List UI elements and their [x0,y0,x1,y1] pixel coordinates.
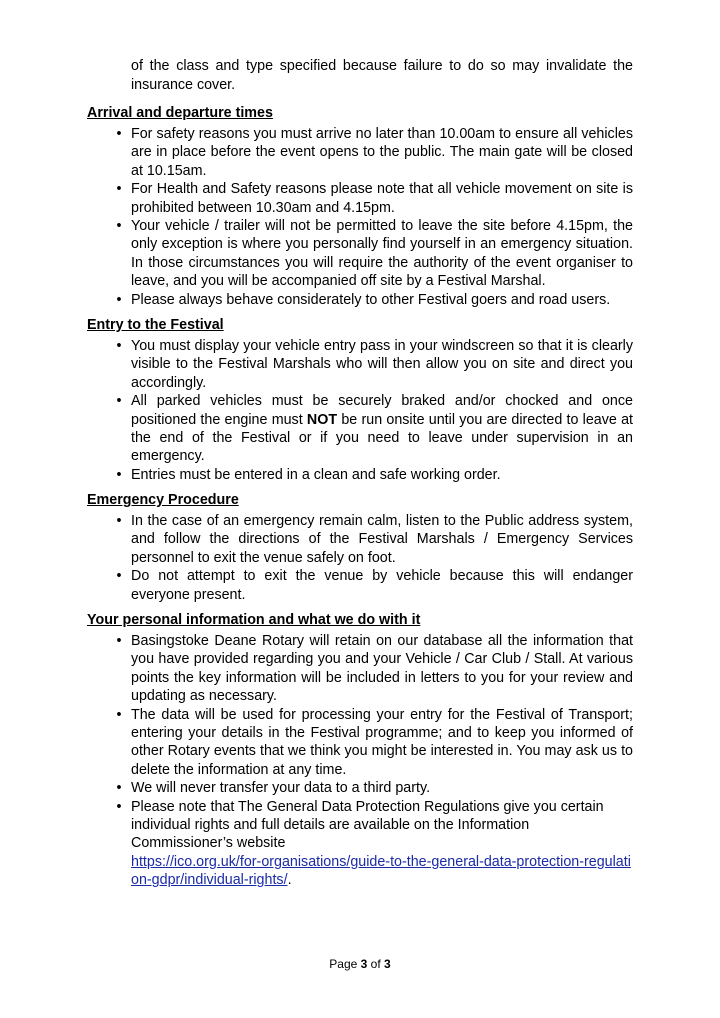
bullet-icon: • [116,218,122,235]
list-item: • Please always behave considerately to other Festival goers and road users. [87,291,633,309]
page-number: 3 [360,957,368,971]
list-item: • In the case of an emergency remain calm, listen to the Public address system, and follow the directions of the Festival Marshals / Emergency Services personnel to exit the venue safely on foot. [87,512,633,567]
list-item: • Please note that The General Data Protection Regulations give you certain individual rights and full details are available on the Information Commissioner’s website https://ico.org.uk/for-organisations/guide-to-the-general-data-protection-regulation-gdpr/individual-rights/. [87,798,633,890]
of-label: of [370,957,381,971]
bullet-icon: • [116,126,122,142]
section-heading-arrival: Arrival and departure times [87,105,273,121]
list-item: • All parked vehicles must be securely braked and/or chocked and once positioned the engine must NOT be run onsite until you are directed to leave at the end of the Festival or if you need to leave under supervision in an emergency. [87,392,633,466]
list-item: • Your vehicle / trailer will not be permitted to leave the site before 4.15pm, the only exception is where you personally find yourself in an emergency situation. In those circumstances you will require the authority of the event organiser to leave, and you will be accompanied off site by a Festival Marshal. [87,217,633,291]
list-item: • We will never transfer your data to a third party. [87,779,633,797]
bullet-icon: • [116,338,122,354]
list-item: • Do not attempt to exit the venue by vehicle because this will endanger everyone present. [87,567,633,604]
bullet-icon: • [116,780,122,797]
bullet-icon: • [116,181,122,198]
bullet-icon: • [116,633,122,649]
bullet-icon: • [116,513,122,529]
section-heading-personal-information: Your personal information and what we do with it [87,612,421,628]
list-item: • Basingstoke Deane Rotary will retain on our database all the information that you have provided regarding you and your Vehicle / Car Club / Stall. At various points the key information will be included in letters to you for your review and updating as necessary. [87,632,633,706]
bullet-list-arrival [87,125,633,309]
list-item: • For Health and Safety reasons please note that all vehicle movement on site is prohibited between 10.30am and 4.15pm. [87,180,633,217]
list-item: • Entries must be entered in a clean and safe working order. [87,466,633,484]
bullet-icon: • [116,393,122,410]
total-pages: 3 [384,957,391,971]
bullet-icon: • [116,568,122,585]
list-item: • The data will be used for processing your entry for the Festival of Transport; entering your details in the Festival programme; and to keep you informed of other Rotary events that we think you might be interested in. You may ask us to delete the information at any time. [87,706,633,780]
section-heading-entry: Entry to the Festival [87,317,224,333]
continuation-paragraph: of the class and type specified because failure to do so may invalidate the insurance cover. [131,58,633,93]
emphasis-not: NOT [306,411,338,428]
section-heading-emergency: Emergency Procedure [87,492,239,508]
bullet-list-emergency [87,512,633,604]
bullet-icon: • [116,291,122,308]
page-footer [0,956,720,972]
section-personal-information [87,611,633,890]
section-arrival [87,104,633,309]
ico-rights-link[interactable]: https://ico.org.uk/for-organisations/guide-to-the-general-data-protection-regulation-gdpr/individual-rights/ [131,853,631,889]
page-label: Page [329,957,358,971]
list-item: • You must display your vehicle entry pass in your windscreen so that it is clearly visible to the Festival Marshals who will then allow you on site and direct you accordingly. [87,337,633,392]
section-entry [87,316,633,484]
section-emergency [87,491,633,604]
bullet-list-entry [87,337,633,484]
list-item: • For safety reasons you must arrive no later than 10.00am to ensure all vehicles are in place before the event opens to the public. The main gate will be closed at 10.15am. [87,125,633,180]
bullet-icon: • [116,466,122,483]
bullet-list-personal [87,632,633,890]
bullet-icon: • [116,706,122,723]
bullet-icon: • [116,798,122,815]
